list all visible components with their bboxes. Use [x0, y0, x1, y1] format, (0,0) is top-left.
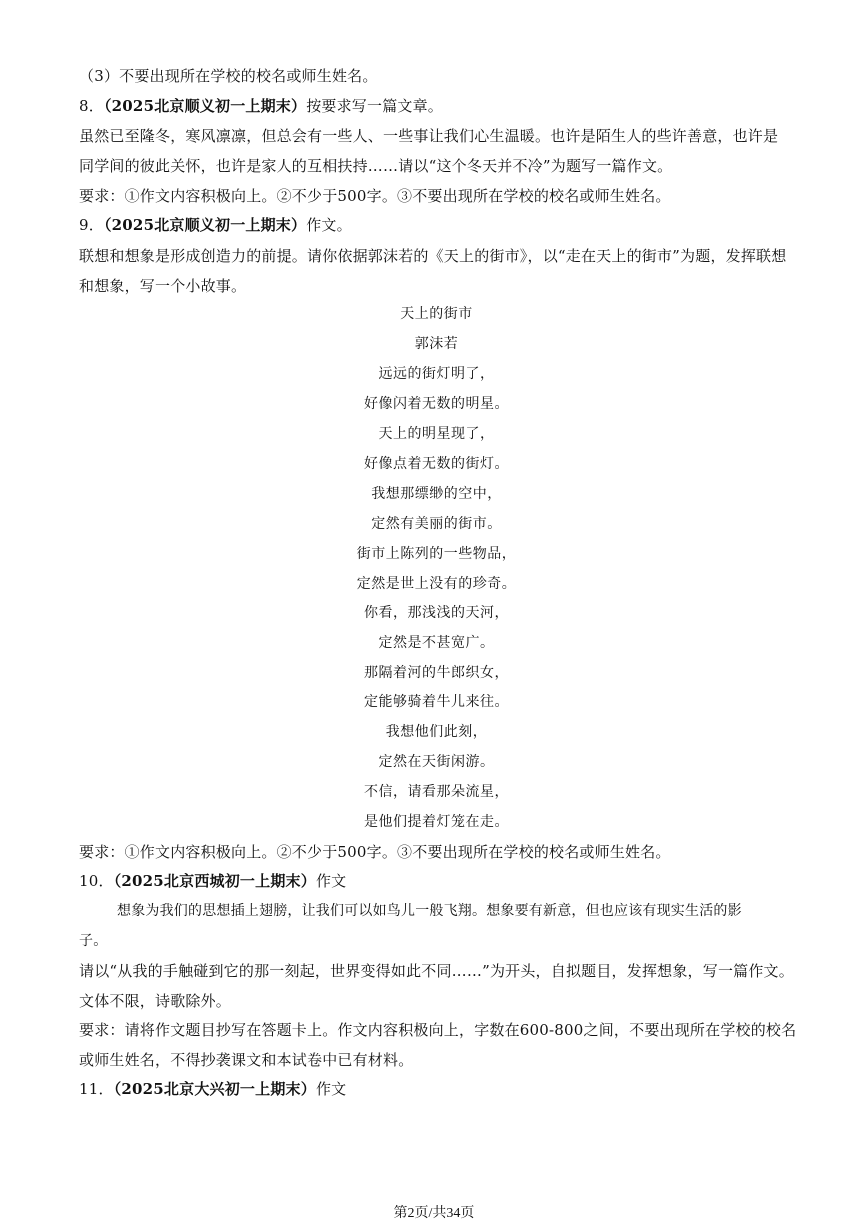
poem-line: 是他们提着灯笼在走。	[364, 814, 509, 830]
q9-prompt-line-2: 和想象，写一个小故事。	[79, 277, 247, 295]
q10-requirements-line-1: 要求：请将作文题目抄写在答题卡上。作文内容积极向上，字数在600-800之间，不要出现所在学校的校名	[79, 1021, 797, 1039]
poem-line: 我想他们此刻，	[385, 724, 488, 740]
q10-instruction: 作文	[315, 872, 347, 890]
poem-line: 定能够骑着牛儿来往。	[364, 694, 509, 710]
q10-heading	[79, 871, 794, 891]
q10-requirements-line-2: 或师生姓名，不得抄袭课文和本试卷中已有材料。	[79, 1051, 414, 1069]
q8-prompt-line-2: 同学间的彼此关怀，也许是家人的互相扶持……请以“这个冬天并不冷”为题写一篇作文。	[79, 157, 673, 175]
poem-line: 我想那缥缈的空中，	[371, 486, 502, 502]
poem-author: 郭沫若	[414, 336, 459, 352]
poem-line: 定然是不甚宽广。	[378, 635, 495, 651]
q9-number: 9．	[79, 216, 104, 234]
q10-number: 10．	[79, 872, 114, 890]
q9-instruction: 作文。	[306, 216, 352, 234]
q9-requirements: 要求：①作文内容积极向上。②不少于500字。③不要出现所在学校的校名或师生姓名。	[79, 843, 671, 861]
page-number: 第2页/共34页	[393, 1206, 475, 1221]
poem-title: 天上的街市	[400, 306, 473, 322]
q11-number: 11．	[79, 1080, 114, 1098]
q10-quote-line-1: 想象为我们的思想插上翅膀，让我们可以如鸟儿一般飞翔。想象要有新意，但也应该有现实生活的影	[117, 903, 742, 919]
q9-heading	[79, 215, 794, 235]
q9-source: （2025北京顺义初一上期末）	[103, 216, 307, 234]
q11-instruction: 作文	[315, 1080, 347, 1098]
q8-instruction: 按要求写一篇文章。	[306, 97, 444, 115]
q10-prompt-line-1: 请以“从我的手触碰到它的那一刻起，世界变得如此不同……”为开头，自拟题目，发挥想象，写一篇作文。	[79, 962, 794, 980]
q10-quote-line-2: 子。	[79, 933, 108, 949]
poem-line: 好像闪着无数的明星。	[364, 396, 509, 412]
poem-line: 定然是世上没有的珍奇。	[356, 576, 517, 592]
q10-source: （2025北京西城初一上期末）	[113, 872, 316, 890]
poem-line: 你看，那浅浅的天河，	[364, 605, 509, 621]
q8-heading	[79, 96, 794, 116]
poem-line: 街市上陈列的一些物品，	[356, 546, 517, 562]
poem-line: 定然在天街闲游。	[378, 754, 495, 770]
poem-line: 不信，请看那朵流星，	[364, 784, 509, 800]
poem-line: 好像点着无数的街灯。	[364, 456, 509, 472]
poem-line: 天上的明星现了，	[378, 426, 495, 442]
q9-prompt-line-1: 联想和想象是形成创造力的前提。请你依据郭沫若的《天上的街市》，以“走在天上的街市”为题，发挥联想	[79, 247, 787, 265]
q8-source: （2025北京顺义初一上期末）	[103, 97, 307, 115]
q8-prompt-line-1: 虽然已至隆冬，寒风凛凛，但总会有一些人、一些事让我们心生温暖。也许是陌生人的些许善意，也许是	[79, 127, 779, 145]
q10-prompt-line-2: 文体不限，诗歌除外。	[79, 992, 232, 1010]
poem-line: 定然有美丽的街市。	[371, 516, 502, 532]
q8-number: 8．	[79, 97, 104, 115]
q11-source: （2025北京大兴初一上期末）	[113, 1080, 316, 1098]
q7-requirement-3: （3）不要出现所在学校的校名或师生姓名。	[79, 67, 378, 85]
q8-requirements: 要求：①作文内容积极向上。②不少于500字。③不要出现所在学校的校名或师生姓名。	[79, 187, 671, 205]
poem-line: 远远的街灯明了，	[378, 366, 495, 382]
q11-heading	[79, 1079, 794, 1099]
poem-line: 那隔着河的牛郎织女，	[364, 665, 509, 681]
